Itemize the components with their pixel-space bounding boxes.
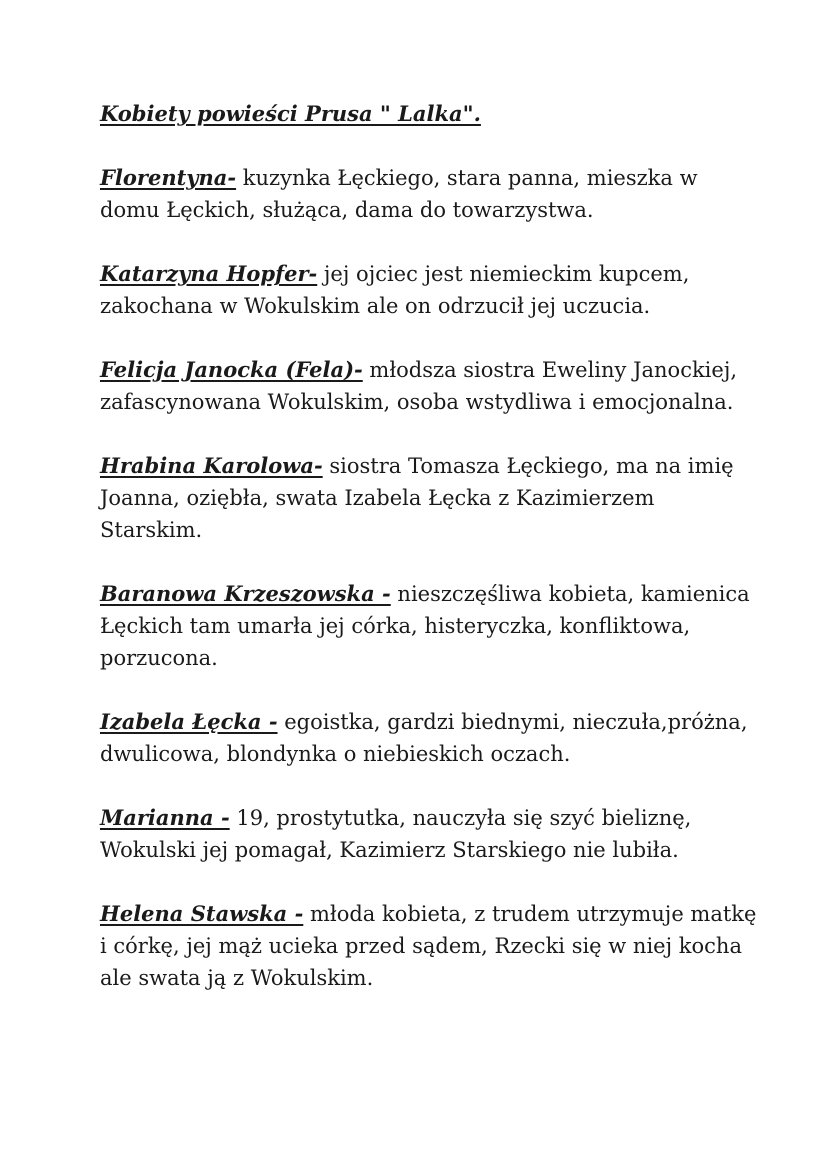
character-name: Katarzyna Hopfer- <box>100 261 318 286</box>
character-name: Marianna - <box>100 805 230 830</box>
character-description: kuzynka Łęckiego, stara panna, mieszka w domu Łęckich, służąca, dama do towarzystwa. <box>100 166 698 222</box>
character-name: Izabela Łęcka - <box>100 709 278 734</box>
character-entry-katarzyna-hopfer <box>100 258 760 322</box>
character-description: siostra Tomasza Łęckiego, ma na imię Joanna, oziębła, swata Izabela Łęcka z Kazimierzem Starskim. <box>100 454 734 542</box>
character-entry-baranowa-krzeszowska <box>100 578 760 674</box>
character-name: Helena Stawska - <box>100 901 304 926</box>
document-title-text: Kobiety powieści Prusa " Lalka". <box>100 101 481 126</box>
character-entry-felicja-janocka <box>100 354 760 418</box>
character-entry-izabela-lecka <box>100 706 760 770</box>
character-name: Felicja Janocka (Fela)- <box>100 357 363 382</box>
character-description: 19, prostytutka, nauczyła się szyć bieliznę, Wokulski jej pomagał, Kazimierz Starskiego nie lubiła. <box>100 806 692 862</box>
character-name: Florentyna- <box>100 165 237 190</box>
character-entry-florentyna <box>100 162 760 226</box>
character-description: młoda kobieta, z trudem utrzymuje matkę i córkę, jej mąż ucieka przed sądem, Rzecki się w niej kocha ale swata ją z Wokulskim. <box>100 902 757 990</box>
document-title <box>100 98 760 130</box>
character-name: Hrabina Karolowa- <box>100 453 323 478</box>
character-entry-helena-stawska <box>100 898 760 994</box>
character-description: jej ojciec jest niemieckim kupcem, zakochana w Wokulskim ale on odrzucił jej uczucia. <box>100 262 690 318</box>
character-entry-marianna <box>100 802 760 866</box>
document-page <box>100 98 760 1026</box>
character-description: młodsza siostra Eweliny Janockiej, zafascynowana Wokulskim, osoba wstydliwa i emocjonalna. <box>100 358 738 414</box>
character-name: Baranowa Krzeszowska - <box>100 581 391 606</box>
character-entry-hrabina-karolowa <box>100 450 760 546</box>
character-description: nieszczęśliwa kobieta, kamienica Łęckich tam umarła jej córka, histeryczka, konfliktowa, porzucona. <box>100 582 750 670</box>
character-description: egoistka, gardzi biednymi, nieczuła,próżna, dwulicowa, blondynka o niebieskich oczach. <box>100 710 748 766</box>
